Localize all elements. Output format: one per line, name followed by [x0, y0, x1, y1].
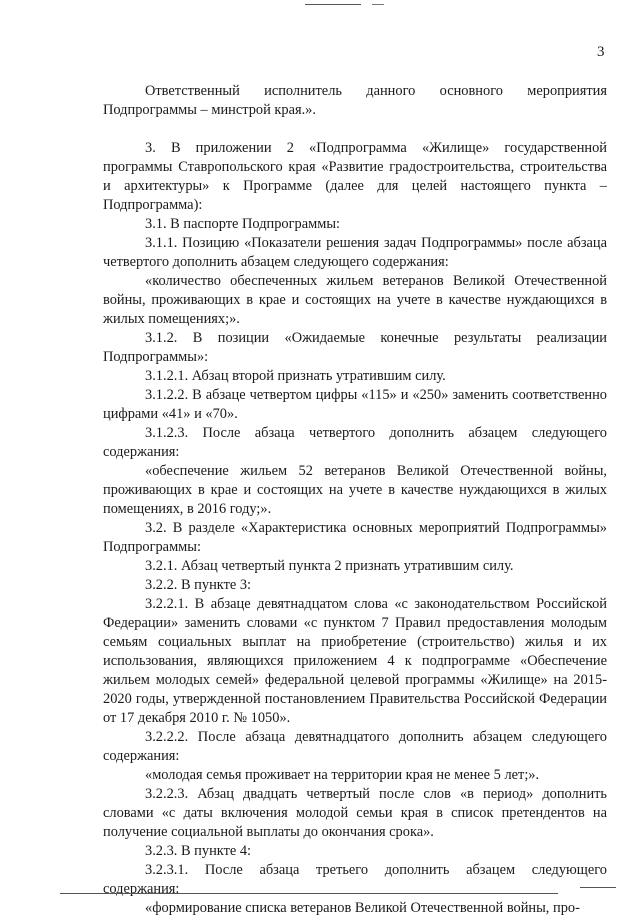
paragraph: 3.1. В паспорте Подпрограммы: [145, 216, 340, 232]
paragraph: 3.2.2.1. В абзаце девятнадцатом слова «с законодательством Российской Федерации» заменить словами «с пунктом 7 Правил предоставления молодым семьям социальных выплат на приобретение (строительство) жилья и их использования, являющихся приложением 4 к подпрограмме «Обеспечение жильем молодых семей» федеральной целевой программы «Жилище» на 2015-2020 годы, утвержденной постановлением Правительства Российской Федерации от 17 декабря 2010 г. № 1050». [103, 596, 607, 726]
page-number: 3 [597, 44, 605, 60]
paragraph: 3.2.2.3. Абзац двадцать четвертый после слов «в период» дополнить словами «с даты включения молодой семьи края в список претендентов на получение социальной выплаты до окончания срока». [103, 786, 607, 840]
document-body [103, 82, 607, 918]
paragraph: 3.1.2.1. Абзац второй признать утратившим силу. [145, 368, 446, 384]
paragraph: 3.1.1. Позицию «Показатели решения задач Подпрограммы» после абзаца четвертого дополнить абзацем следующего содержания: [103, 235, 607, 270]
scan-artifact-top [305, 4, 361, 5]
paragraph: Ответственный исполнитель данного основного мероприятия Подпрограммы – минстрой края.». [103, 83, 607, 118]
paragraph: 3.2. В разделе «Характеристика основных мероприятий Подпрограммы» Подпрограммы: [103, 520, 607, 555]
paragraph: 3. В приложении 2 «Подпрограмма «Жилище» государственной программы Ставропольского края «Развитие градостроительства, строительства и архитектуры» к Программе (далее для целей настоящего пункта – Подпрограмма): [103, 140, 607, 213]
scan-artifact-bottom [60, 893, 558, 894]
paragraph: «молодая семья проживает на территории края не менее 5 лет;». [145, 767, 540, 783]
paragraph: «формирование списка ветеранов Великой Отечественной войны, про- [145, 900, 580, 916]
paragraph: «количество обеспеченных жильем ветеранов Великой Отечественной войны, проживающих в крае и состоящих на учете в качестве нуждающихся в жилых помещениях;». [103, 273, 607, 327]
paragraph: 3.2.1. Абзац четвертый пункта 2 признать утратившим силу. [145, 558, 514, 574]
paragraph: 3.1.2.2. В абзаце четвертом цифры «115» и «250» заменить соответственно цифрами «41» и «70». [103, 387, 607, 422]
scan-artifact-bottom-short [580, 887, 616, 888]
paragraph: «обеспечение жильем 52 ветеранов Великой Отечественной войны, проживающих в крае и состоящих на учете в качестве нуждающихся в жилых помещениях, в 2016 году;». [103, 463, 607, 517]
paragraph: 3.1.2. В позиции «Ожидаемые конечные результаты реализации Подпрограммы»: [103, 330, 607, 365]
paragraph: 3.2.2.2. После абзаца девятнадцатого дополнить абзацем следующего содержания: [103, 729, 607, 764]
paragraph: 3.2.2. В пункте 3: [145, 577, 252, 593]
paragraph: 3.1.2.3. После абзаца четвертого дополнить абзацем следующего содержания: [103, 425, 607, 460]
paragraph: 3.2.3. В пункте 4: [145, 843, 252, 859]
paragraph: 3.2.3.1. После абзаца третьего дополнить абзацем следующего содержания: [103, 862, 607, 897]
scan-artifact-top-short [372, 4, 384, 5]
